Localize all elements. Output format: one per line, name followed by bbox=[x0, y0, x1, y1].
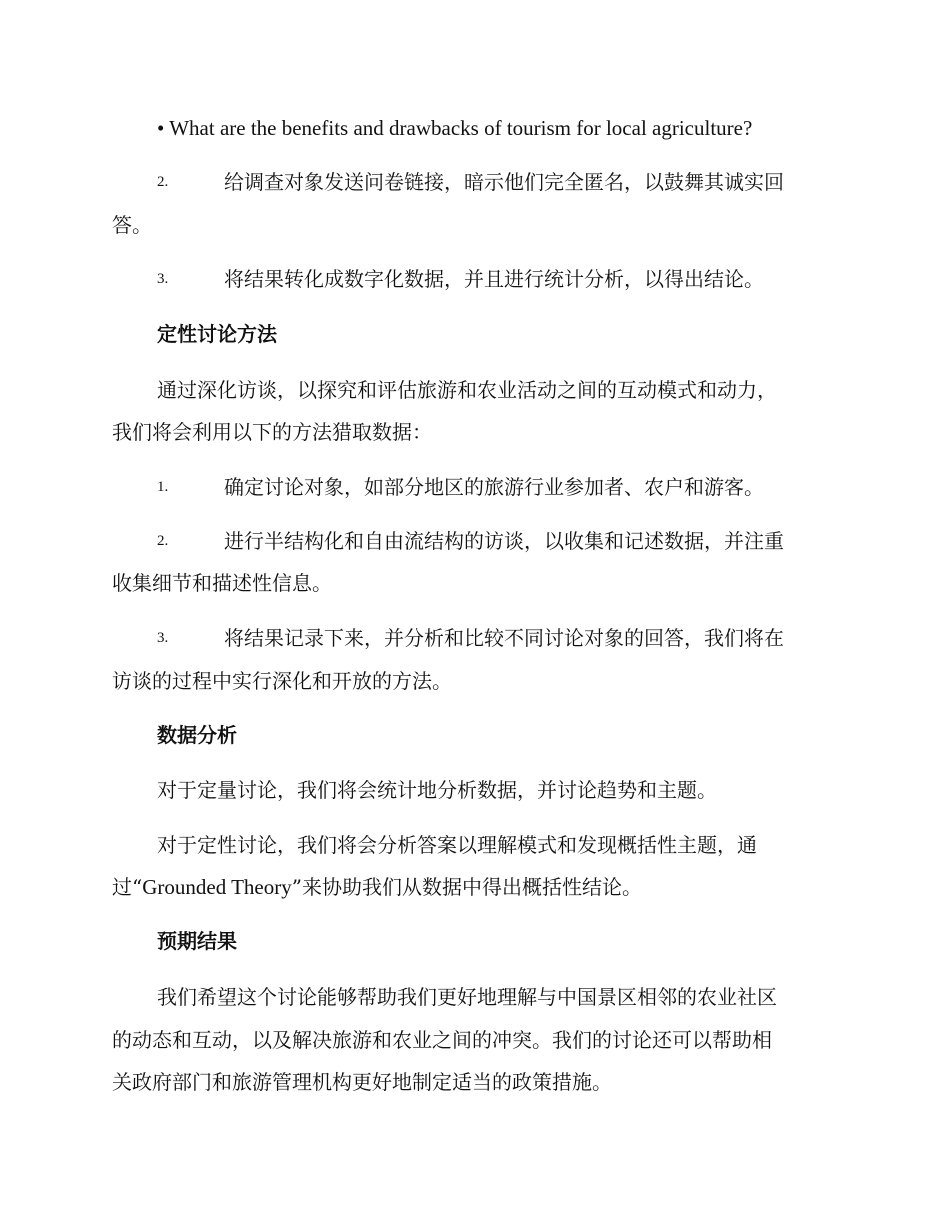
qual-step-text: 进行半结构化和自由流结构的访谈，以收集和记述数据，并注重 bbox=[224, 529, 784, 553]
quant-step-text-cont: 答。 bbox=[112, 213, 152, 237]
qual-step-text-cont: 访谈的过程中实行深化和开放的方法。 bbox=[112, 669, 452, 693]
qual-intro-line: 通过深化访谈，以探究和评估旅游和农业活动之间的互动模式和动力， bbox=[157, 378, 777, 402]
quant-step-text: 给调查对象发送问卷链接，暗示他们完全匿名，以鼓舞其诚实回 bbox=[224, 170, 784, 194]
quant-step-text: 将结果转化成数字化数据，并且进行统计分析，以得出结论。 bbox=[224, 267, 764, 291]
section-heading-analysis: 数据分析 bbox=[157, 723, 237, 747]
section-heading-qualitative: 定性讨论方法 bbox=[157, 322, 277, 346]
qual-step-number: 1. bbox=[157, 479, 169, 495]
qual-step-text-cont: 收集细节和描述性信息。 bbox=[112, 571, 332, 595]
results-paragraph: 我们希望这个讨论能够帮助我们更好地理解与中国景区相邻的农业社区 bbox=[157, 985, 777, 1009]
qual-step-number: 3. bbox=[157, 630, 169, 646]
analysis-paragraph-cont bbox=[112, 865, 836, 909]
bullet-question: • What are the benefits and drawbacks of tourism for local agriculture? bbox=[157, 116, 753, 140]
results-paragraph-cont: 关政府部门和旅游管理机构更好地制定适当的政策措施。 bbox=[112, 1070, 612, 1094]
quant-step-number: 2. bbox=[157, 174, 169, 190]
analysis-paragraph: 对于定性讨论，我们将会分析答案以理解模式和发现概括性主题，通 bbox=[157, 833, 757, 857]
qual-step-text: 确定讨论对象，如部分地区的旅游行业参加者、农户和游客。 bbox=[224, 475, 764, 499]
qual-step-number: 2. bbox=[157, 533, 169, 549]
grounded-theory-term: Grounded Theory bbox=[142, 875, 292, 899]
analysis-paragraph: 对于定量讨论，我们将会统计地分析数据，并讨论趋势和主题。 bbox=[157, 778, 717, 802]
qual-intro-line: 我们将会利用以下的方法猎取数据： bbox=[112, 420, 432, 444]
analysis-text-rest: ”来协助我们从数据中得出概括性结论。 bbox=[291, 875, 642, 899]
results-paragraph-cont: 的动态和互动，以及解决旅游和农业之间的冲突。我们的讨论还可以帮助相 bbox=[112, 1028, 772, 1052]
qual-step-text: 将结果记录下来，并分析和比较不同讨论对象的回答，我们将在 bbox=[224, 626, 784, 650]
section-heading-results: 预期结果 bbox=[157, 929, 237, 953]
quote-open: 过“ bbox=[112, 875, 143, 899]
quant-step-number: 3. bbox=[157, 271, 169, 287]
